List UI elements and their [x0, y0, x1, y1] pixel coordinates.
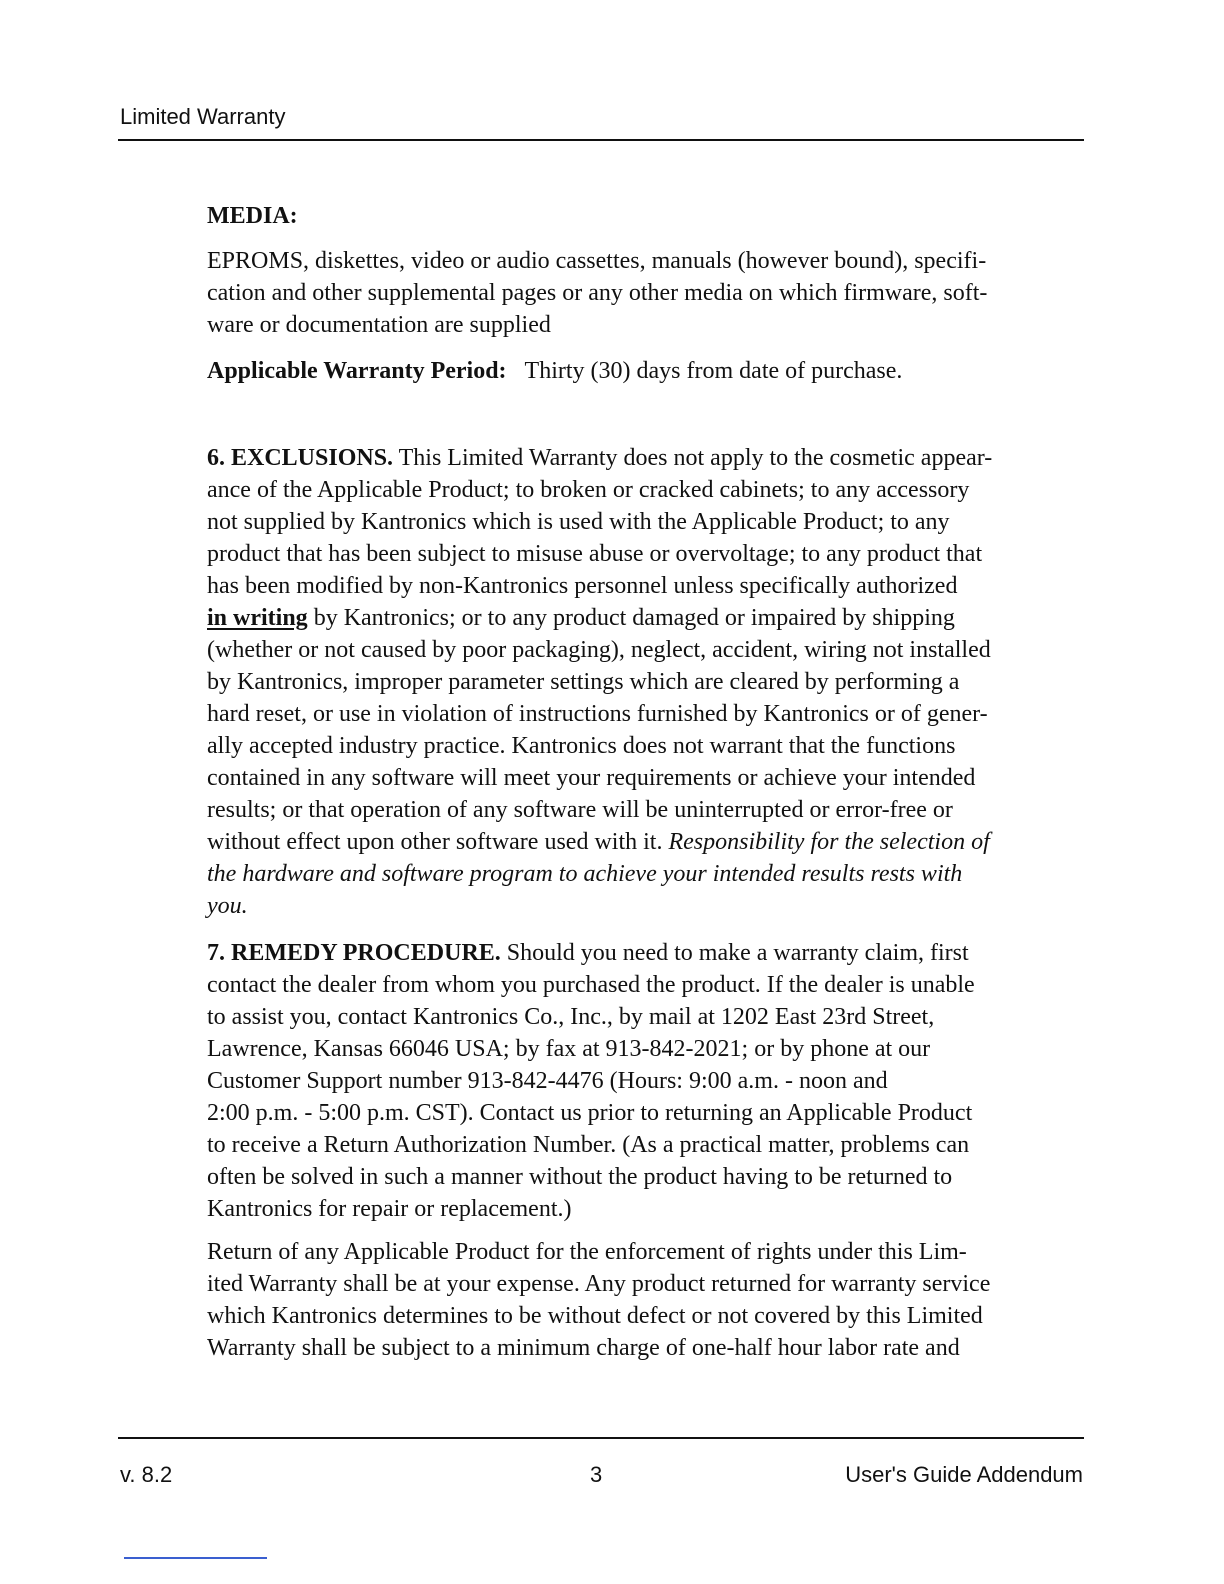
- page-number: 3: [590, 1462, 603, 1487]
- exclusions-line: hard reset, or use in violation of instructions furnished by Kantronics or of gener-: [207, 701, 988, 727]
- exclusions-line: by Kantronics, improper parameter settings which are cleared by performing a: [207, 669, 960, 695]
- remedy-line: often be solved in such a manner without the product having to be returned to: [207, 1164, 953, 1190]
- warranty-period-line: [207, 355, 1087, 387]
- media-section-heading: [207, 200, 1087, 232]
- return-policy-line: Return of any Applicable Product for the enforcement of rights under this Lim-: [207, 1239, 967, 1265]
- remedy-line: Kantronics for repair or replacement.): [207, 1196, 572, 1222]
- remedy-heading: 7. REMEDY PROCEDURE.: [207, 940, 501, 966]
- exclusions-responsibility-line: [207, 826, 1087, 858]
- exclusions-heading: 6. EXCLUSIONS.: [207, 445, 394, 471]
- header-rule: [118, 139, 1084, 141]
- exclusions-line: has been modified by non-Kantronics personnel unless specifically authorized: [207, 573, 958, 599]
- remedy-text: Should you need to make a warranty claim, first: [500, 940, 969, 966]
- remedy-first-line: [207, 937, 1087, 969]
- exclusions-section: [207, 442, 1087, 922]
- footer-rule: [118, 1437, 1084, 1439]
- remedy-line: Lawrence, Kansas 66046 USA; by fax at 913-842-2021; or by phone at our: [207, 1036, 931, 1062]
- in-writing-emphasis: in writing: [207, 605, 308, 631]
- return-policy-paragraph: [207, 1236, 1087, 1364]
- media-heading: MEDIA:: [207, 203, 298, 229]
- warranty-period-value: Thirty (30) days from date of purchase.: [524, 358, 903, 384]
- media-line: ware or documentation are supplied: [207, 312, 551, 338]
- exclusions-line: ally accepted industry practice. Kantronics does not warrant that the functions: [207, 733, 956, 759]
- warranty-period-label: Applicable Warranty Period:: [207, 358, 507, 384]
- media-description: [207, 245, 1087, 341]
- responsibility-line: the hardware and software program to achieve your intended results rests with: [207, 861, 963, 887]
- media-line: cation and other supplemental pages or any other media on which firmware, soft-: [207, 280, 988, 306]
- remedy-line: to receive a Return Authorization Number. (As a practical matter, problems can: [207, 1132, 970, 1158]
- exclusions-first-line: [207, 442, 1087, 474]
- scan-edge-mark: [124, 1557, 267, 1559]
- exclusions-text: This Limited Warranty does not apply to the cosmetic appear-: [393, 445, 993, 471]
- exclusions-text: without effect upon other software used with it.: [207, 829, 669, 855]
- responsibility-line: you.: [207, 893, 248, 919]
- return-policy-line: which Kantronics determines to be without defect or not covered by this Limited: [207, 1303, 983, 1329]
- exclusions-line: results; or that operation of any software will be uninterrupted or error-free or: [207, 797, 953, 823]
- footer-guide-title: User's Guide Addendum: [845, 1462, 1083, 1487]
- remedy-line: Customer Support number 913-842-4476 (Hours: 9:00 a.m. - noon and: [207, 1068, 888, 1094]
- remedy-line: to assist you, contact Kantronics Co., Inc., by mail at 1202 East 23rd Street,: [207, 1004, 935, 1030]
- exclusions-line: (whether or not caused by poor packaging), neglect, accident, wiring not installed: [207, 637, 991, 663]
- running-header-title: Limited Warranty: [120, 104, 286, 129]
- footer-version: v. 8.2: [120, 1462, 173, 1487]
- remedy-procedure-section: [207, 937, 1087, 1225]
- exclusions-line: contained in any software will meet your requirements or achieve your intended: [207, 765, 976, 791]
- warranty-period: [207, 355, 1087, 387]
- return-policy-line: Warranty shall be subject to a minimum charge of one-half hour labor rate and: [207, 1335, 960, 1361]
- responsibility-statement: Responsibility for the selection of: [668, 829, 990, 855]
- media-line: EPROMS, diskettes, video or audio cassettes, manuals (however bound), specifi-: [207, 248, 987, 274]
- exclusions-line: ance of the Applicable Product; to broken or cracked cabinets; to any accessory: [207, 477, 970, 503]
- remedy-line: contact the dealer from whom you purchased the product. If the dealer is unable: [207, 972, 975, 998]
- exclusions-line: not supplied by Kantronics which is used with the Applicable Product; to any: [207, 509, 950, 535]
- exclusions-writing-line: [207, 602, 1087, 634]
- exclusions-line: product that has been subject to misuse abuse or overvoltage; to any product that: [207, 541, 983, 567]
- remedy-line: 2:00 p.m. - 5:00 p.m. CST). Contact us prior to returning an Applicable Product: [207, 1100, 973, 1126]
- return-policy-line: ited Warranty shall be at your expense. Any product returned for warranty service: [207, 1271, 991, 1297]
- exclusions-text: by Kantronics; or to any product damaged or impaired by shipping: [307, 605, 955, 631]
